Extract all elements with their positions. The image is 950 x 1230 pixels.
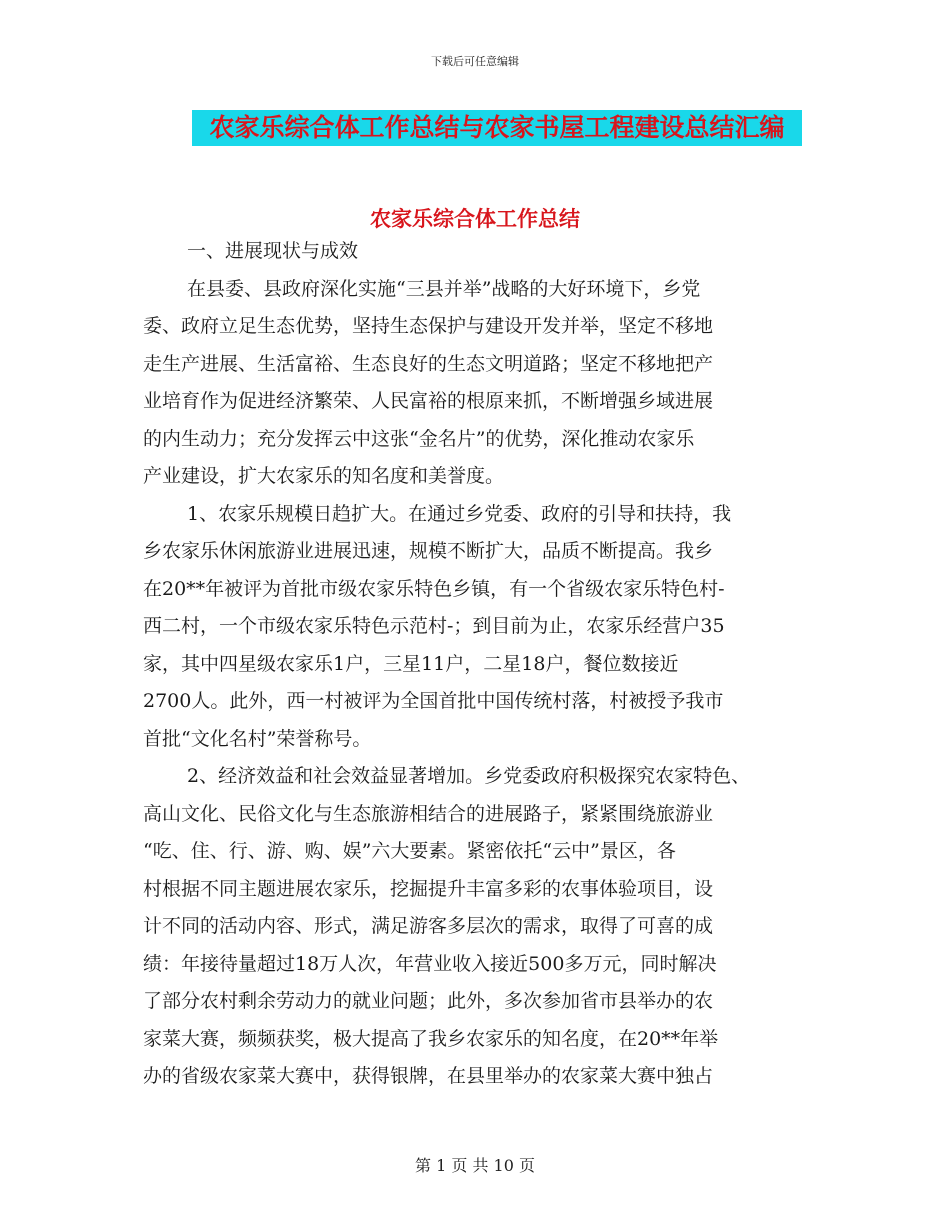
paragraph-line: 在20**年被评为首批市级农家乐特色乡镇，有一个省级农家乐特色村- xyxy=(143,577,725,600)
paragraph-line: 高山文化、民俗文化与生态旅游相结合的进展路子，紧紧围绕旅游业 xyxy=(143,802,714,825)
paragraph-line: 首批“文化名村”荣誉称号。 xyxy=(143,727,372,750)
paragraph-line: 了部分农村剩余劳动力的就业问题；此外，多次参加省市县举办的农 xyxy=(143,990,714,1012)
paragraph-line: 产业建设，扩大农家乐的知名度和美誉度。 xyxy=(143,465,505,487)
paragraph-line: 西二村，一个市级农家乐特色示范村-；到目前为止，农家乐经营户35 xyxy=(143,615,725,637)
paragraph-line: “吃、住、行、游、购、娱”六大要素。紧密依托“云中”景区，各 xyxy=(143,840,676,862)
paragraph-line: 绩：年接待量超过18万人次，年营业收入接近500多万元，同时解决 xyxy=(143,952,717,975)
paragraph-line: 家，其中四星级农家乐1户，三星11户，二星18户，餐位数接近 xyxy=(143,652,679,675)
paragraph-line: 家菜大赛，频频获奖，极大提高了我乡农家乐的知名度，在20**年举 xyxy=(143,1027,719,1050)
paragraph-line: 的内生动力；充分发挥云中这张“金名片”的优势，深化推动农家乐 xyxy=(143,427,695,450)
page-footer: 第 1 页 共 10 页 xyxy=(415,1156,535,1175)
paragraph-line: 委、政府立足生态优势，坚持生态保护与建设开发并举，坚定不移地 xyxy=(143,315,714,337)
paragraph-line: 乡农家乐休闲旅游业进展迅速，规模不断扩大，品质不断提高。我乡 xyxy=(143,540,714,562)
paragraph-line: 2、经济效益和社会效益显著增加。乡党委政府积极探究农家特色、 xyxy=(187,765,751,787)
paragraph-line: 业培育作为促进经济繁荣、人民富裕的根原来抓，不断增强乡域进展 xyxy=(143,390,714,412)
paragraph-line: 在县委、县政府深化实施“三县并举”战略的大好环境下，乡党 xyxy=(187,277,701,300)
paragraph-line: 2700人。此外，西一村被评为全国首批中国传统村落，村被授予我市 xyxy=(143,690,724,712)
body-text xyxy=(143,222,833,1096)
header-note: 下载后可任意编辑 xyxy=(431,55,519,68)
paragraph-line: 走生产进展、生活富裕、生态良好的生态文明道路；坚定不移地把产 xyxy=(143,352,714,375)
paragraph-line: 计不同的活动内容、形式，满足游客多层次的需求，取得了可喜的成 xyxy=(143,915,714,937)
document-title: 农家乐综合体工作总结与农家书屋工程建设总结汇编 xyxy=(192,110,802,146)
paragraph-line: 办的省级农家菜大赛中，获得银牌，在县里举办的农家菜大赛中独占 xyxy=(143,1065,714,1087)
paragraph-line: 1、农家乐规模日趋扩大。在通过乡党委、政府的引导和扶持，我 xyxy=(187,502,732,525)
paragraph-line: 村根据不同主题进展农家乐，挖掘提升丰富多彩的农事体验项目，设 xyxy=(143,877,714,900)
heading-progress-status: 一、进展现状与成效 xyxy=(187,240,359,262)
section-title: 农家乐综合体工作总结 xyxy=(370,206,580,231)
